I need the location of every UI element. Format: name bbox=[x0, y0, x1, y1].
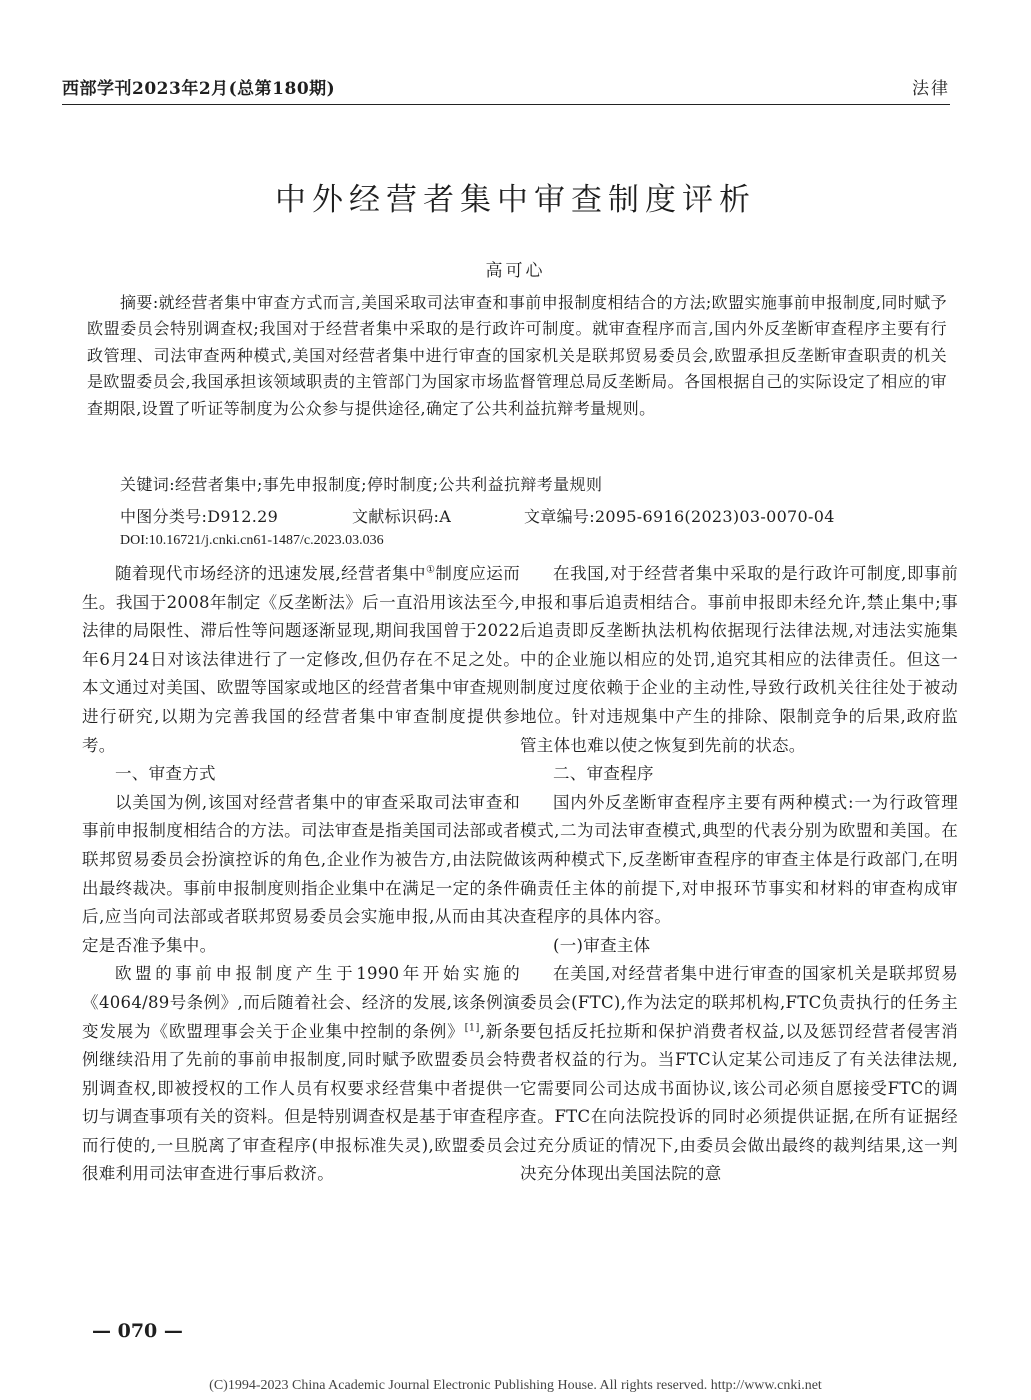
section-category: 法律 bbox=[912, 79, 950, 99]
page-number: — 070 — bbox=[92, 1320, 183, 1342]
journal-issue: 西部学刊2023年2月(总第180期) bbox=[62, 79, 336, 99]
right-column bbox=[520, 560, 958, 1189]
body-paragraph: 国内外反垄断审查程序主要有两种模式:一为行政管理模式,二为司法审查模式,典型的代表分别为欧盟和美国。在该两种模式下,反垄断审查程序的审查主体是行政部门,在明确责任主体的前提下,对申报环节事实和材料的审查构成审查程序的具体内容。 bbox=[520, 792, 958, 927]
section-heading: 二、审查程序 bbox=[553, 764, 654, 784]
body-paragraph: 在美国,对经营者集中进行审查的国家机关是联邦贸易委员会(FTC),作为法定的联邦机构,FTC负责执行的任务主要包括反托拉斯和保护消费者权益,以及惩罚经营者侵害消费者权益的行为。当FTC认定某公司违反了有关法律法规,它需要同公司达成书面协议,该公司必须自愿接受FTC的调查。FTC在向法院投诉的同时必须提供证据,在所有证据经过充分质证的情况下,由委员会做出最终的裁判结果,这一判决充分体现出美国法院的意 bbox=[520, 964, 958, 1184]
article-title: 中外经营者集中审查制度评析 bbox=[275, 182, 756, 218]
author-name: 高可心 bbox=[485, 261, 546, 281]
doi: DOI:10.16721/j.cnki.cn61-1487/c.2023.03.036 bbox=[120, 533, 384, 548]
abstract: 摘要:就经营者集中审查方式而言,美国采取司法审查和事前申报制度相结合的方法;欧盟实施事前申报制度,同时赋予欧盟委员会特别调查权;我国对于经营者集中采取的是行政许可制度。就审查程序而言,国内外反垄断审查程序主要有行政管理、司法审查两种模式,美国对经营者集中进行审查的国家机关是联邦贸易委员会,欧盟承担反垄断审查职责的机关是欧盟委员会,我国承担该领域职责的主管部门为国家市场监督管理总局反垄断局。各国根据自己的实际设定了相应的审查期限,设置了听证等制度为公众参与提供途径,确定了公共利益抗辩考量规则。 bbox=[87, 293, 947, 418]
body-paragraph: 随着现代市场经济的迅速发展,经营者集中①制度应运而生。我国于2008年制定《反垄断法》后一直沿用该法至今,法律的局限性、滞后性等问题逐渐显现,期间我国曾于2022年6月24日对该法律进行了一定修改,但仍存在不足之处。本文通过对美国、欧盟等国家或地区的经营者集中审查规则进行研究,以期为完善我国的经营者集中审查制度提供参考。 bbox=[82, 564, 521, 755]
subsection-heading: (一)审查主体 bbox=[553, 935, 651, 955]
running-header bbox=[62, 74, 950, 104]
keywords: 关键词:经营者集中;事先申报制度;停时制度;公共利益抗辩考量规则 bbox=[120, 475, 603, 494]
footnote-marker: ① bbox=[425, 564, 436, 576]
body-paragraph: 欧盟的事前申报制度产生于1990年开始实施的《4064/89号条例》,而后随着社会、经济的发展,该条例演变发展为《欧盟理事会关于企业集中控制的条例》[1],新条例继续沿用了先前的事前申报制度,同时赋予欧盟委员会特别调查权,即被授权的工作人员有权要求经营集中者提供一切与调查事项有关的资料。但是特别调查权是基于审查程序而行使的,一旦脱离了审查程序(申报标准失灵),欧盟委员会很难利用司法审查进行事后救济。 bbox=[82, 964, 520, 1184]
body-paragraph: 在我国,对于经营者集中采取的是行政许可制度,即事前申报和事后追责相结合。事前申报即未经允许,禁止集中;事后追责即反垄断执法机构依据现行法律法规,对违法实施集中的企业施以相应的处罚,追究其相应的法律责任。但这一制度过度依赖于企业的主动性,导致行政机关往往处于被动地位。针对违规集中产生的排除、限制竞争的后果,政府监管主体也难以使之恢复到先前的状态。 bbox=[520, 564, 958, 755]
section-heading: 一、审查方式 bbox=[115, 764, 216, 784]
article-number: 文章编号:2095-6916(2023)03-0070-04 bbox=[524, 507, 835, 526]
citation-ref: [1] bbox=[464, 1022, 480, 1033]
left-column bbox=[82, 560, 520, 1189]
clc-number: 中图分类号:D912.29 bbox=[120, 507, 279, 526]
body-paragraph: 以美国为例,该国对经营者集中的审查采取司法审查和事前申报制度相结合的方法。司法审查是指美国司法部或者联邦贸易委员会扮演控诉的角色,企业作为被告方,由法院做出最终裁决。事前申报制度则指企业集中在满足一定的条件后,应当向司法部或者联邦贸易委员会实施申报,从而由其决定是否准予集中。 bbox=[82, 792, 520, 955]
header-rule bbox=[62, 104, 950, 105]
copyright-footer: (C)1994-2023 China Academic Journal Electronic Publishing House. All rights reserved. http://www.cnki.net bbox=[209, 1378, 822, 1393]
document-code: 文献标识码:A bbox=[352, 507, 452, 526]
